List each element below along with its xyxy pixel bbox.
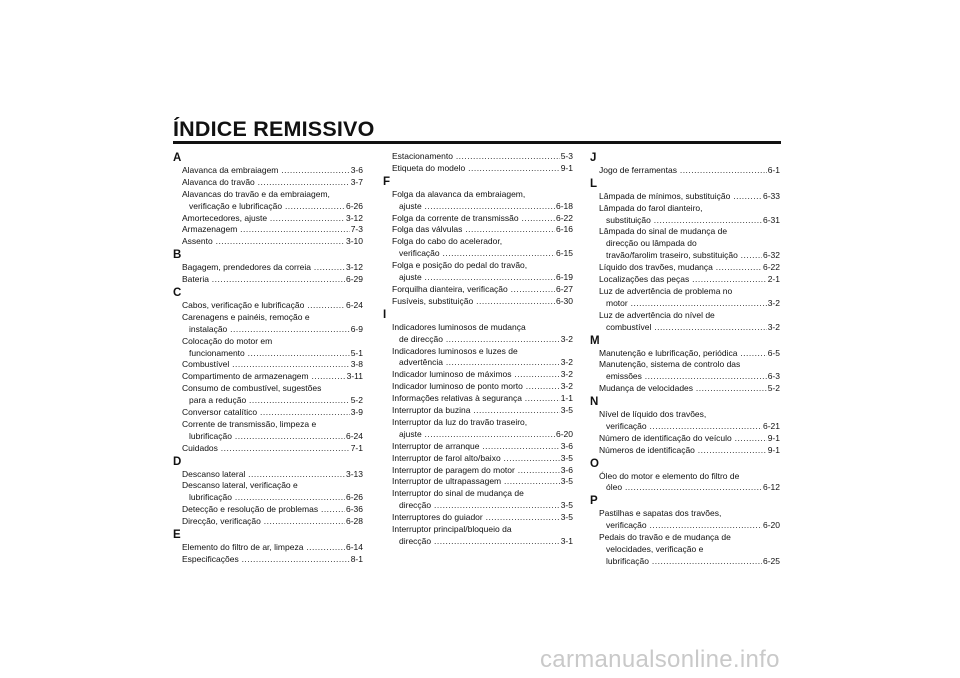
index-entry-text: Interruptor do sinal de mudança de xyxy=(392,488,524,499)
index-entry-text: Lâmpada do sinal de mudança de xyxy=(599,226,728,237)
index-entry[interactable] xyxy=(392,417,573,441)
index-entry-text: Etiqueta do modelo ..... xyxy=(392,163,560,175)
index-entry-text: Indicadores luminosos de mudança xyxy=(392,321,526,332)
index-entry-page: 6-31 xyxy=(762,214,780,225)
index-entry-page: 3-2 xyxy=(560,357,573,368)
index-entry-text: Estacionamento ..... xyxy=(392,151,560,163)
index-entry[interactable] xyxy=(392,284,573,296)
index-entry-page: 6-16 xyxy=(555,224,573,235)
index-entry-page: 9-1 xyxy=(767,432,780,443)
index-entry[interactable] xyxy=(182,300,363,312)
index-entry[interactable] xyxy=(392,346,573,370)
index-entry-text: Amortecedores, ajuste ..... xyxy=(182,213,345,225)
index-entry[interactable] xyxy=(182,419,363,443)
index-entry[interactable] xyxy=(392,393,573,405)
index-entry-page: 6-26 xyxy=(345,200,363,211)
index-entry-page: 6-15 xyxy=(555,248,573,259)
index-entry-page: 6-18 xyxy=(555,200,573,211)
index-entry-page: 3-2 xyxy=(560,381,573,392)
index-entry-text: Informações relativas à segurança ..... xyxy=(392,393,560,405)
index-entry-text: Localizações das peças ..... xyxy=(599,274,767,286)
index-entry[interactable] xyxy=(599,409,780,433)
index-entry-text: ajuste ..... xyxy=(399,201,555,213)
index-entry[interactable] xyxy=(182,371,363,383)
index-entry[interactable] xyxy=(392,453,573,465)
index-column-1 xyxy=(173,151,363,566)
index-entry-page: 6-27 xyxy=(555,283,573,294)
section-letter: D xyxy=(173,455,182,468)
index-entry-page: 3-11 xyxy=(346,371,363,382)
index-entry-text: verificação ..... xyxy=(399,248,555,260)
index-entry[interactable] xyxy=(599,508,780,532)
index-entry-page: 6-22 xyxy=(555,212,573,223)
index-entry-page: 6-26 xyxy=(345,492,363,503)
index-entry[interactable] xyxy=(182,189,363,213)
index-entry-text: Interruptor da luz do travão traseiro, xyxy=(392,416,528,427)
index-entry-page: 3-2 xyxy=(767,321,780,332)
index-entry-text: óleo ..... xyxy=(606,482,762,494)
index-entry[interactable] xyxy=(182,407,363,419)
index-entry-text: Nível de líquido dos travões, xyxy=(599,409,707,420)
index-entry-text: Assento ..... xyxy=(182,236,345,248)
index-entry[interactable] xyxy=(599,191,780,203)
index-entry[interactable] xyxy=(182,469,363,481)
index-entry-page: 3-13 xyxy=(345,468,363,479)
index-entry-text: ajuste ..... xyxy=(399,429,555,441)
index-entry-text: Compartimento de armazenagem ..... xyxy=(182,371,346,383)
index-entry-page: 3-8 xyxy=(350,359,363,370)
index-entry-text: Número de identificação do veículo ..... xyxy=(599,433,767,445)
index-entry-text: Luz de advertência de problema no xyxy=(599,285,733,296)
index-entry-page: 9-1 xyxy=(767,444,780,455)
index-entry-page: 3-12 xyxy=(345,262,363,273)
section-letter: P xyxy=(590,495,598,508)
index-entry-text: Detecção e resolução de problemas ..... xyxy=(182,504,345,516)
index-entry[interactable] xyxy=(392,260,573,284)
index-entry-page: 6-22 xyxy=(762,262,780,273)
index-entry-page: 6-36 xyxy=(345,504,363,515)
index-entry[interactable] xyxy=(182,236,363,248)
index-entry-text: Combustível ..... xyxy=(182,359,350,371)
index-entry-text: Cuidados ..... xyxy=(182,443,350,455)
index-entry-text: para a redução ..... xyxy=(189,395,350,407)
index-entry[interactable] xyxy=(392,488,573,512)
index-entry-page: 3-5 xyxy=(560,452,573,463)
title-rule xyxy=(173,141,781,144)
index-entry-page: 3-5 xyxy=(560,476,573,487)
index-entry-text: Alavancas do travão e da embraiagem, xyxy=(182,188,330,199)
index-entry-text: Pastilhas e sapatas dos travões, xyxy=(599,508,722,519)
index-entry-page: 6-12 xyxy=(762,482,780,493)
index-entry-page: 9-1 xyxy=(560,162,573,173)
index-entry[interactable] xyxy=(392,512,573,524)
index-entry[interactable] xyxy=(182,262,363,274)
index-entry-text: Bagagem, prendedores da correia ..... xyxy=(182,262,345,274)
section-letter: O xyxy=(590,457,599,470)
index-entry-text: Jogo de ferramentas ..... xyxy=(599,165,767,177)
index-entry-page: 8-1 xyxy=(350,553,363,564)
index-entry[interactable] xyxy=(599,433,780,445)
index-entry-text: direcção ..... xyxy=(399,500,560,512)
index-entry-page: 6-19 xyxy=(555,272,573,283)
section-letter: L xyxy=(590,177,598,190)
index-entry-page: 3-2 xyxy=(560,369,573,380)
index-entry[interactable] xyxy=(182,336,363,360)
index-entry-text: Lâmpada de mínimos, substituição ..... xyxy=(599,191,762,203)
index-entry-text: Manutenção, sistema de controlo das xyxy=(599,359,741,370)
index-entry-text: Fusíveis, substituição ..... xyxy=(392,296,555,308)
index-entry-page: 6-33 xyxy=(762,190,780,201)
index-entry-text: motor ..... xyxy=(606,298,767,310)
index-entry[interactable] xyxy=(182,480,363,504)
index-entry[interactable] xyxy=(599,274,780,286)
section-letter: I xyxy=(383,308,387,321)
index-entry[interactable] xyxy=(182,224,363,236)
index-entry[interactable] xyxy=(392,524,573,548)
index-entry-text: lubrificação ..... xyxy=(189,431,345,443)
index-entry-text: Manutenção e lubrificação, periódica ..... xyxy=(599,348,767,360)
index-entry-text: Interruptor de farol alto/baixo ..... xyxy=(392,453,560,465)
index-entry-page: 6-3 xyxy=(767,371,780,382)
index-entry[interactable] xyxy=(182,554,363,566)
index-entry[interactable] xyxy=(599,359,780,383)
index-entry-text: Líquido dos travões, mudança ..... xyxy=(599,262,762,274)
index-entry-page: 3-6 xyxy=(560,464,573,475)
index-entry-page: 3-2 xyxy=(560,333,573,344)
index-entry-page: 3-5 xyxy=(560,405,573,416)
index-entry-text: funcionamento ..... xyxy=(189,348,350,360)
index-entry-text: ajuste ..... xyxy=(399,272,555,284)
index-entry-page: 6-25 xyxy=(762,555,780,566)
index-entry-page: 3-6 xyxy=(560,440,573,451)
index-entry-text: Alavanca do travão ..... xyxy=(182,177,350,189)
index-entry-text: Direcção, verificação ..... xyxy=(182,516,345,528)
index-entry-page: 6-32 xyxy=(762,250,780,261)
index-entry[interactable] xyxy=(392,476,573,488)
index-entry-text: Consumo de combustível, sugestões xyxy=(182,383,322,394)
index-entry-page: 3-12 xyxy=(345,212,363,223)
index-entry-text: Interruptor de arranque ..... xyxy=(392,441,560,453)
index-entry-text: Descanso lateral ..... xyxy=(182,469,345,481)
section-letter: M xyxy=(590,334,600,347)
index-entry-text: Cabos, verificação e lubrificação ..... xyxy=(182,300,345,312)
index-entry-text: velocidades, verificação e xyxy=(606,544,704,554)
index-entry[interactable] xyxy=(392,236,573,260)
index-entry[interactable] xyxy=(182,516,363,528)
index-entry-page: 2-1 xyxy=(767,274,780,285)
index-entry[interactable] xyxy=(599,445,780,457)
index-entry-text: Folga do cabo do acelerador, xyxy=(392,236,503,247)
section-letter: C xyxy=(173,286,182,299)
index-entry-text: Indicador luminoso de máximos ..... xyxy=(392,369,560,381)
index-entry-page: 3-7 xyxy=(350,176,363,187)
section-letter: J xyxy=(590,152,597,164)
index-entry-page: 6-21 xyxy=(762,420,780,431)
index-entry[interactable] xyxy=(392,213,573,225)
index-entry-text: Interruptor de paragem do motor ..... xyxy=(392,465,560,477)
index-entry-text: Corrente de transmissão, limpeza e xyxy=(182,418,317,429)
index-entry-text: Colocação do motor em xyxy=(182,335,273,346)
index-entry-page: 6-24 xyxy=(345,430,363,441)
index-entry-page: 3-1 xyxy=(560,536,573,546)
index-entry[interactable] xyxy=(599,532,780,568)
index-entry[interactable] xyxy=(599,165,780,177)
index-entry-text: lubrificação ..... xyxy=(189,492,345,504)
index-entry-text: de direcção ..... xyxy=(399,334,560,346)
index-entry[interactable] xyxy=(392,322,573,346)
index-entry[interactable] xyxy=(182,504,363,516)
index-entry-text: Indicador luminoso de ponto morto ..... xyxy=(392,381,560,393)
index-entry-text: Descanso lateral, verificação e xyxy=(182,480,298,491)
index-entry-text: Óleo do motor e elemento do filtro de xyxy=(599,470,740,481)
index-entry-text: combustível ..... xyxy=(606,322,767,334)
index-entry-page: 6-14 xyxy=(345,542,363,552)
index-entry-text: Luz de advertência do nível de xyxy=(599,309,715,320)
index-column-2 xyxy=(383,151,573,548)
index-entry[interactable] xyxy=(392,163,573,175)
index-entry[interactable] xyxy=(392,369,573,381)
index-entry-text: Folga das válvulas ..... xyxy=(392,224,555,236)
index-entry-page: 6-29 xyxy=(345,274,363,285)
index-entry[interactable] xyxy=(182,312,363,336)
index-entry-page: 6-20 xyxy=(762,520,780,531)
index-entry-text: direcção ..... xyxy=(399,536,560,548)
index-entry[interactable] xyxy=(182,359,363,371)
index-entry-text: Especificações ..... xyxy=(182,554,350,566)
index-entry-page: 6-9 xyxy=(350,323,363,334)
watermark: carmanualsonline.info xyxy=(540,646,780,673)
index-entry[interactable] xyxy=(392,381,573,393)
index-entry-text: Armazenagem ..... xyxy=(182,224,350,236)
index-entry-text: Interruptores do guiador ..... xyxy=(392,512,560,524)
index-entry[interactable] xyxy=(182,165,363,177)
index-entry-page: 3-10 xyxy=(345,236,363,247)
index-entry-page: 6-20 xyxy=(555,428,573,439)
index-entry-page: 7-3 xyxy=(350,224,363,235)
index-entry-text: verificação e lubrificação ..... xyxy=(189,201,345,213)
index-entry[interactable] xyxy=(599,226,780,262)
index-entry-text: Conversor catalítico ..... xyxy=(182,407,350,419)
index-entry[interactable] xyxy=(392,441,573,453)
index-entry-text: instalação ..... xyxy=(189,324,350,336)
index-entry-page: 3-5 xyxy=(560,500,573,511)
section-letter: N xyxy=(590,396,599,409)
index-entry[interactable] xyxy=(599,348,780,360)
index-entry-text: direcção ou lâmpada do xyxy=(606,238,697,249)
index-entry[interactable] xyxy=(599,310,780,334)
index-entry-page: 3-2 xyxy=(767,297,780,308)
index-entry-page: 1-1 xyxy=(560,393,573,404)
index-entry-text: Indicadores luminosos e luzes de xyxy=(392,345,518,356)
section-letter: E xyxy=(173,529,181,542)
index-entry[interactable] xyxy=(599,203,780,227)
index-entry-text: Folga da corrente de transmissão ..... xyxy=(392,213,555,225)
page-title: ÍNDICE REMISSIVO xyxy=(173,117,375,141)
index-entry-text: Carenagens e painéis, remoção e xyxy=(182,311,310,322)
index-entry[interactable] xyxy=(599,471,780,495)
index-entry-text: Interruptor principal/bloqueio da xyxy=(392,524,512,535)
index-entry[interactable] xyxy=(599,383,780,395)
index-entry[interactable] xyxy=(182,274,363,286)
index-entry-text: Alavanca da embraiagem ..... xyxy=(182,165,350,177)
index-entry-text: Pedais do travão e de mudança de xyxy=(599,532,731,543)
index-entry[interactable] xyxy=(392,151,573,163)
section-letter: B xyxy=(173,249,182,262)
index-entry-page: 3-6 xyxy=(350,164,363,175)
index-entry-text: Folga e posição do pedal do travão, xyxy=(392,260,528,271)
index-entry-page: 3-9 xyxy=(350,407,363,418)
index-entry[interactable] xyxy=(392,405,573,417)
index-entry-page: 5-3 xyxy=(560,151,573,161)
index-entry-text: Forquilha dianteira, verificação ..... xyxy=(392,284,555,296)
index-entry-text: Mudança de velocidades ..... xyxy=(599,383,767,395)
index-entry-page: 7-1 xyxy=(350,442,363,453)
index-entry-text: Folga da alavanca da embraiagem, xyxy=(392,188,526,199)
index-entry-text: travão/farolim traseiro, substituição ..... xyxy=(606,250,762,262)
index-entry[interactable] xyxy=(182,542,363,554)
index-entry[interactable] xyxy=(182,443,363,455)
index-entry-text: Interruptor da buzina ..... xyxy=(392,405,560,417)
index-entry-text: verificação ..... xyxy=(606,421,762,433)
index-entry[interactable] xyxy=(392,224,573,236)
index-entry-text: Interruptor de ultrapassagem ..... xyxy=(392,476,560,488)
index-entry-page: 3-5 xyxy=(560,512,573,523)
index-entry-page: 6-28 xyxy=(345,516,363,527)
index-entry-text: Lâmpada do farol dianteiro, xyxy=(599,202,703,213)
index-entry-text: lubrificação ..... xyxy=(606,556,762,568)
index-entry[interactable] xyxy=(182,383,363,407)
index-entry[interactable] xyxy=(599,262,780,274)
index-entry[interactable] xyxy=(182,213,363,225)
index-entry-text: substituição ..... xyxy=(606,215,762,227)
index-entry-text: emissões ..... xyxy=(606,371,767,383)
index-entry[interactable] xyxy=(182,177,363,189)
index-entry-page: 5-2 xyxy=(350,395,363,406)
index-entry-text: verificação ..... xyxy=(606,520,762,532)
index-entry[interactable] xyxy=(599,286,780,310)
index-entry-page: 6-1 xyxy=(767,164,780,175)
index-column-3 xyxy=(590,151,780,568)
index-entry-page: 5-1 xyxy=(350,347,363,358)
index-entry[interactable] xyxy=(392,465,573,477)
index-entry-page: 6-5 xyxy=(767,347,780,358)
index-entry-page: 5-2 xyxy=(767,383,780,394)
section-letter: A xyxy=(173,152,182,164)
index-entry-text: Bateria ..... xyxy=(182,274,345,286)
index-entry[interactable] xyxy=(392,296,573,308)
index-entry-text: advertência ..... xyxy=(399,357,560,369)
index-entry-text: Elemento do filtro de ar, limpeza ..... xyxy=(182,542,345,554)
index-entry-page: 6-30 xyxy=(555,295,573,306)
index-entry-text: Números de identificação ..... xyxy=(599,445,767,457)
index-entry-page: 6-24 xyxy=(345,299,363,310)
section-letter: F xyxy=(383,175,391,188)
index-entry[interactable] xyxy=(392,189,573,213)
